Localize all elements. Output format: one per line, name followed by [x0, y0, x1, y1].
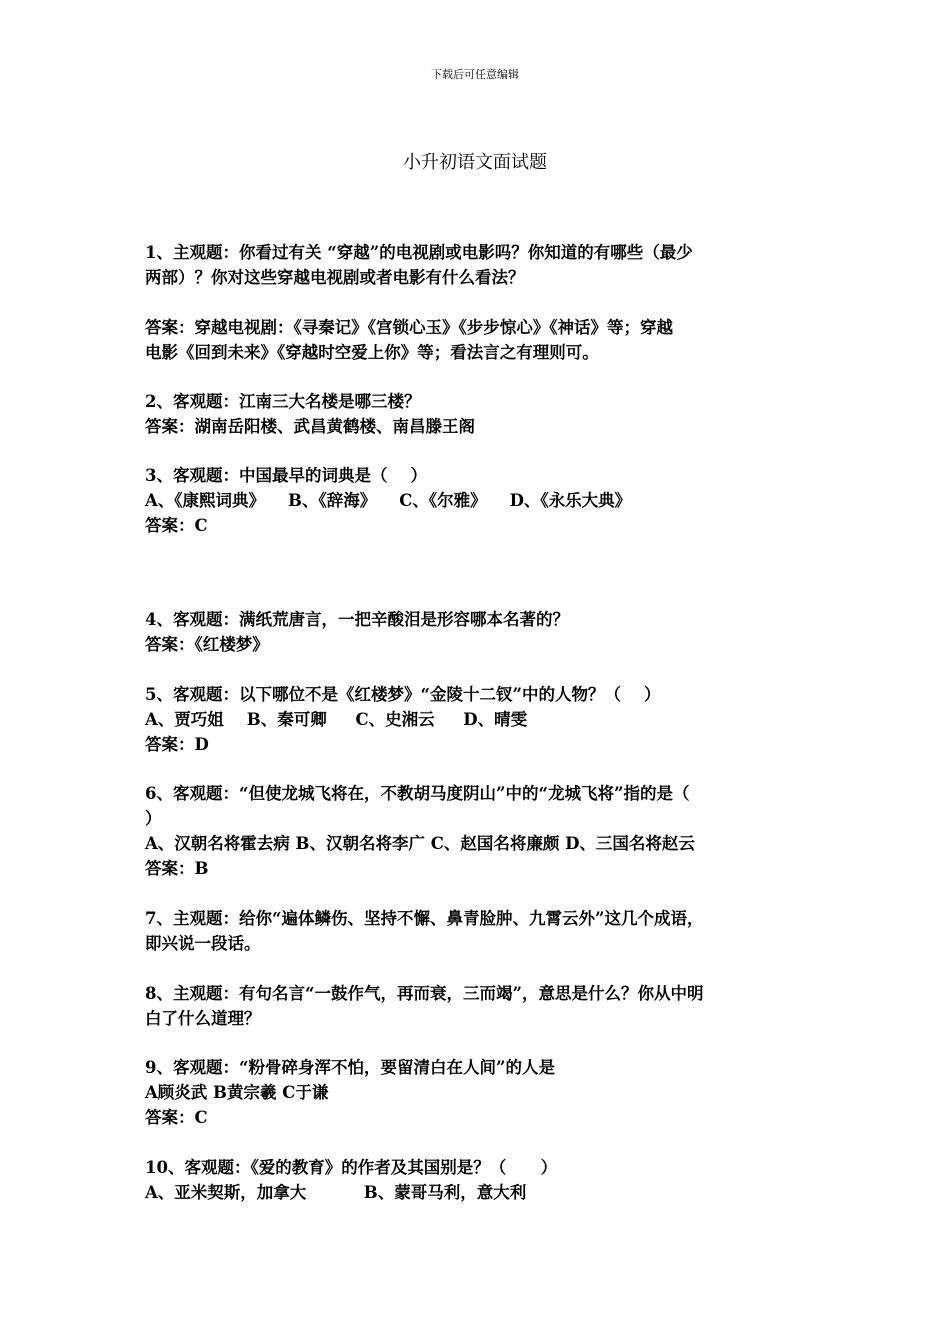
- document-title: 小升初语文面试题: [403, 152, 547, 173]
- text-line: A、《康熙词典》 B、《辞海》 C、《尔雅》 D、《永乐大典》: [145, 491, 632, 510]
- text-line: 3、客观题：中国最早的词典是（ ）: [145, 466, 427, 485]
- text-line: 答案：湖南岳阳楼、武昌黄鹤楼、南昌滕王阁: [145, 417, 475, 436]
- text-line: 答案：穿越电视剧：《寻秦记》《宫锁心玉》《步步惊心》《神话》等；穿越: [145, 318, 673, 337]
- text-line: 2、客观题：江南三大名楼是哪三楼？: [145, 392, 421, 411]
- text-line: 7、主观题：给你“遍体鳞伤、坚持不懈、鼻青脸肿、九霄云外”这几个成语，: [145, 909, 704, 928]
- text-line: 5、客观题：以下哪位不是《红楼梦》“金陵十二钗”中的人物？（ ）: [145, 685, 661, 704]
- text-line: 即兴说一段话。: [145, 934, 261, 953]
- text-line: 答案：C: [145, 516, 208, 535]
- text-line: A、亚米契斯，加拿大 B、蒙哥马利，意大利: [145, 1183, 527, 1202]
- text-line: A、贾巧姐 B、秦可卿 C、史湘云 D、晴雯: [145, 710, 528, 729]
- text-line: 答案：B: [145, 859, 209, 878]
- text-line: 两部）？你对这些穿越电视剧或者电影有什么看法？: [145, 268, 525, 287]
- text-line: 答案：D: [145, 735, 209, 754]
- text-line: 4、客观题：满纸荒唐言，一把辛酸泪是形容哪本名著的？: [145, 610, 569, 629]
- page-header: 下载后可任意编辑: [431, 68, 519, 81]
- text-line: 10、客观题：《爱的教育》的作者及其国别是？（ ）: [145, 1158, 558, 1177]
- text-line: 答案：C: [145, 1108, 208, 1127]
- text-line: 1、主观题：你看过有关 “穿越”的电视剧或电影吗？你知道的有哪些（最少: [145, 243, 693, 262]
- text-line: ）: [145, 809, 162, 828]
- text-line: 8、主观题：有句名言“一鼓作气，再而衰，三而竭”，意思是什么？你从中明: [145, 984, 704, 1003]
- text-line: A、汉朝名将霍去病 B、汉朝名将李广 C、赵国名将廉颇 D、三国名将赵云: [145, 834, 695, 853]
- text-line: 答案：《红楼梦》: [145, 635, 269, 654]
- text-line: 白了什么道理？: [145, 1009, 261, 1028]
- text-line: A顾炎武 B黄宗羲 C于谦: [145, 1083, 329, 1102]
- text-line: 电影《回到未来》《穿越时空爱上你》等；看法言之有理则可。: [145, 343, 599, 362]
- text-line: 6、客观题：“但使龙城飞将在，不教胡马度阴山”中的“龙城飞将”指的是（: [145, 784, 690, 803]
- text-line: 9、客观题：“粉骨碎身浑不怕，要留清白在人间”的人是: [145, 1058, 555, 1077]
